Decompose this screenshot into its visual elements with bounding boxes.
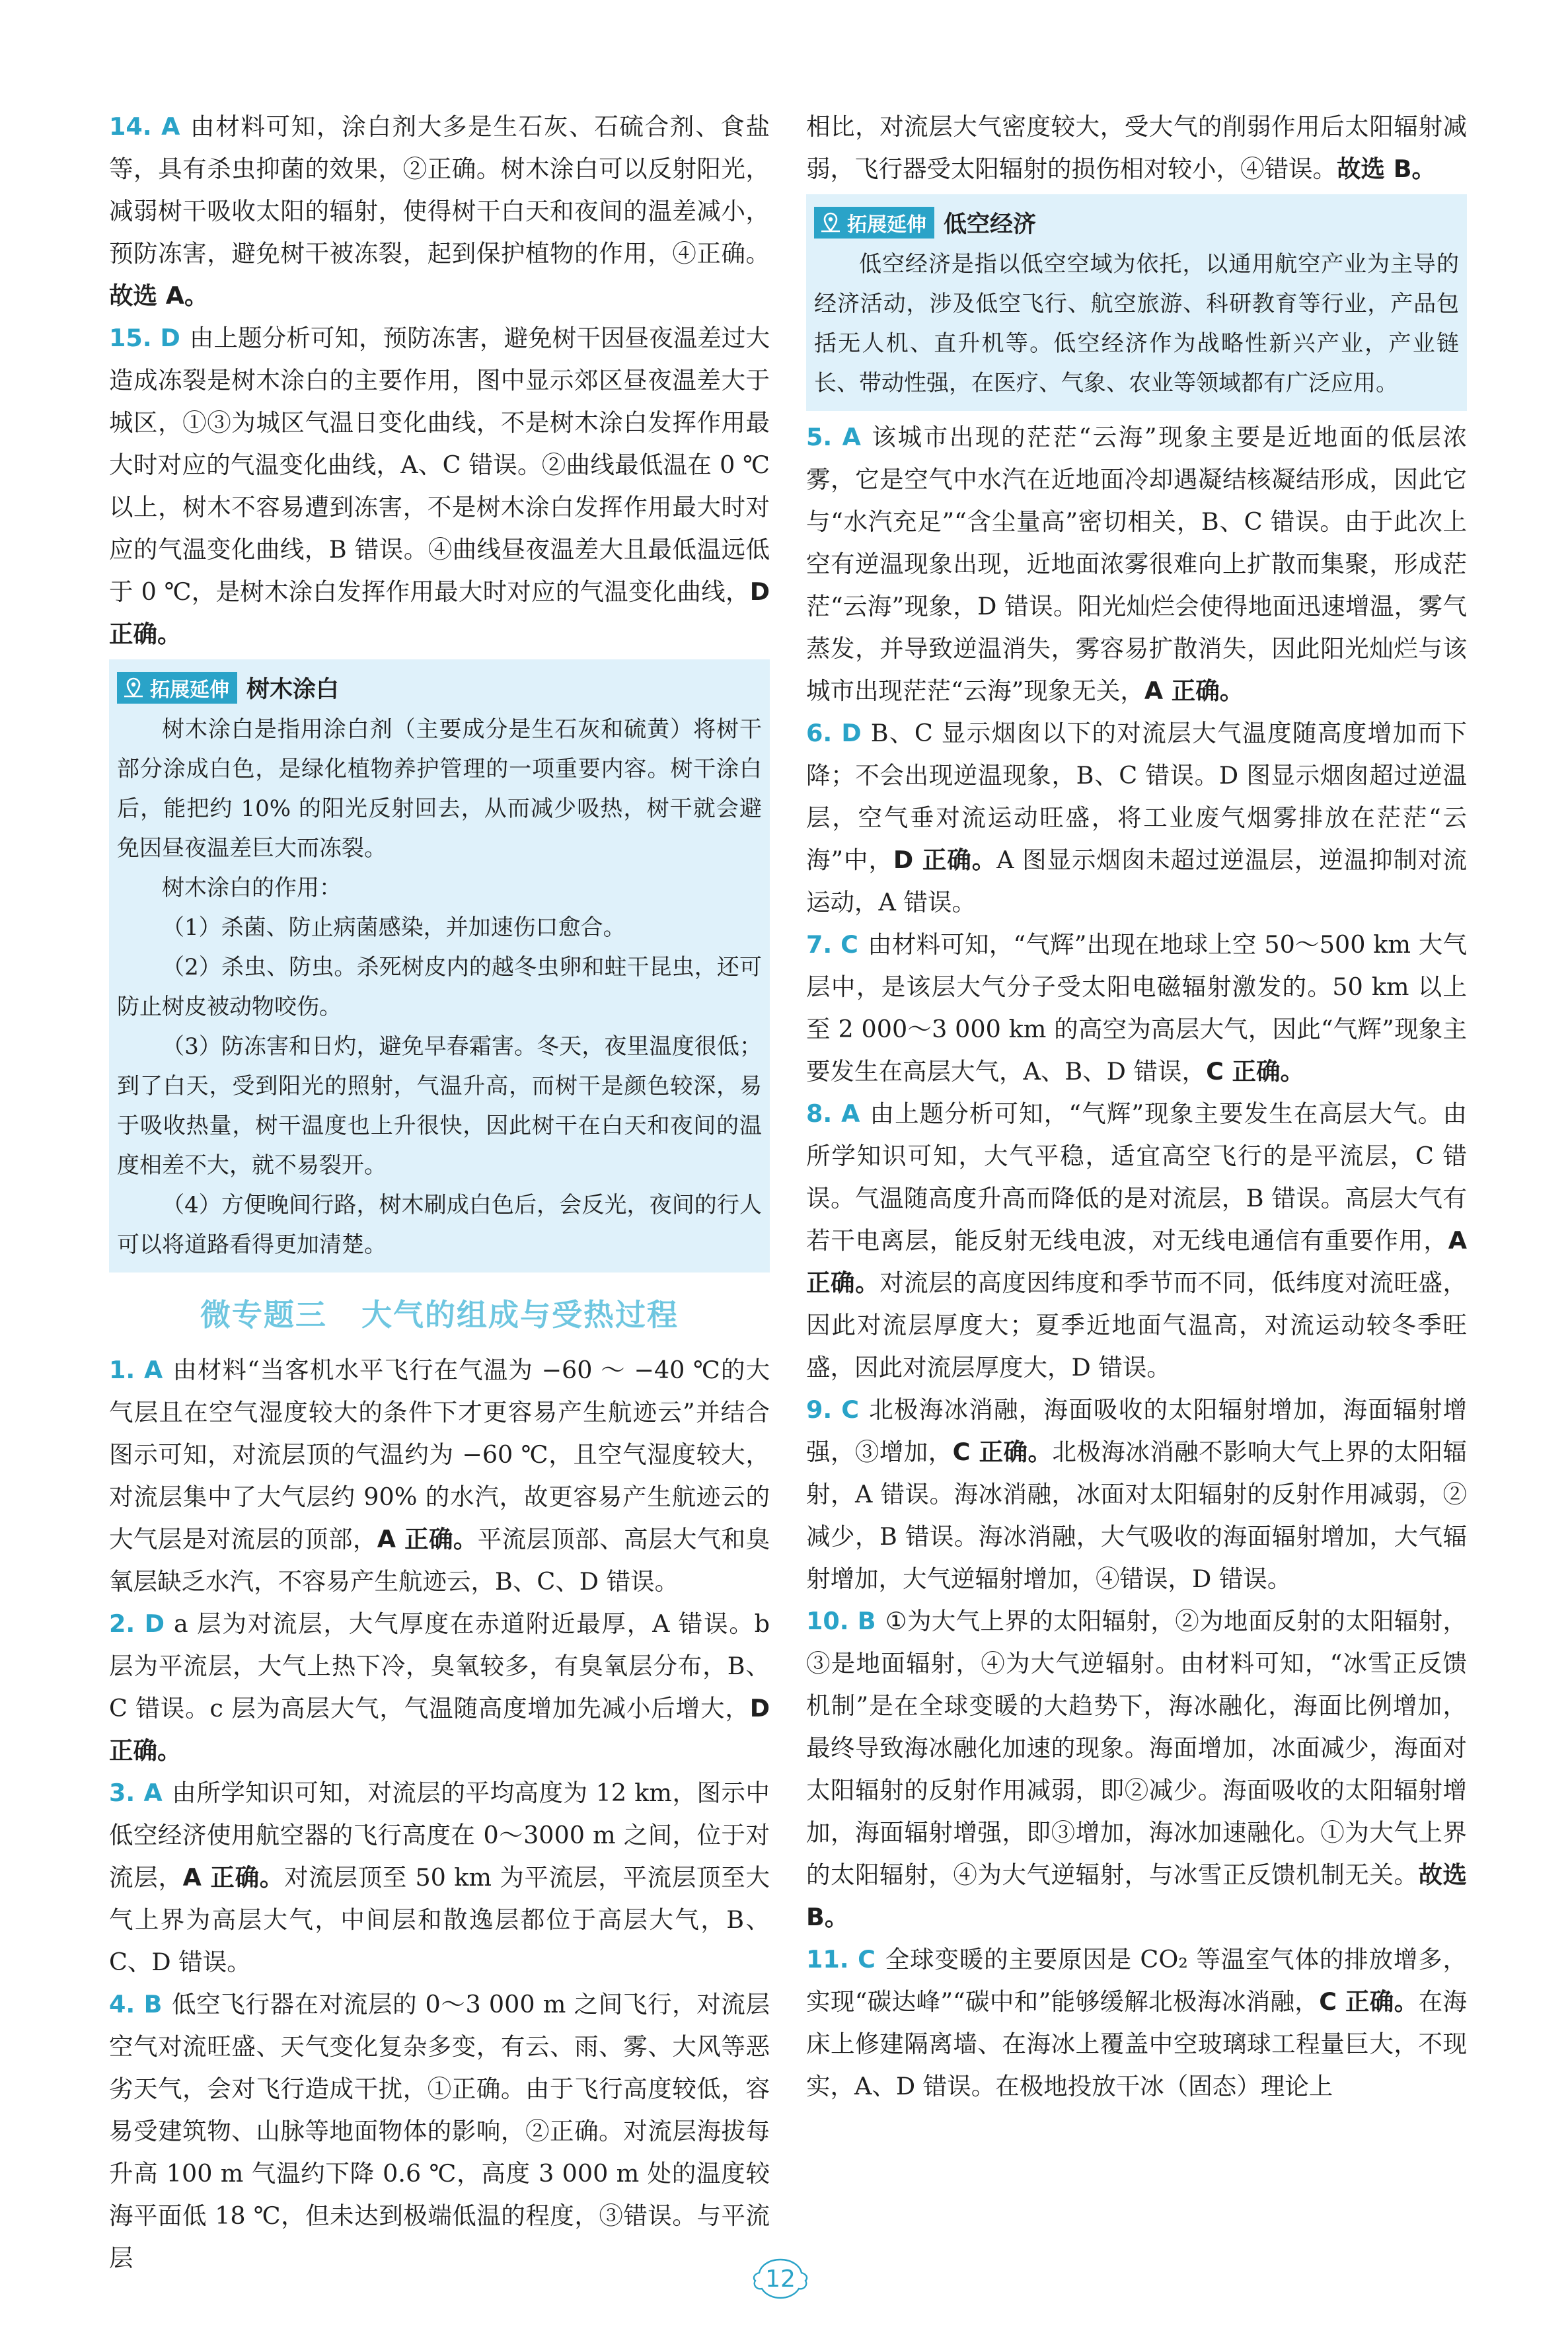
left-column (109, 106, 770, 2279)
map-pin-icon (819, 211, 842, 234)
answer-item (109, 1349, 770, 1603)
answer-item (109, 1603, 770, 1772)
answer-text: 北极海冰消融，海面吸收的太阳辐射增加，海面辐射增强，③增加， (806, 1395, 1468, 1466)
answer-conclusion: A 正确。 (182, 1863, 285, 1892)
answer-number: 10. B (806, 1607, 876, 1635)
page-number (750, 2256, 811, 2302)
answer-item (806, 1600, 1467, 1938)
page-number-text: 12 (765, 2265, 796, 2293)
extension-box-tree-whitewash (109, 659, 770, 1273)
answer-item (806, 712, 1467, 924)
answer-text-after: 对流层的高度因纬度和季节而不同，低纬度对流旺盛，因此对流层厚度大；夏季近地面气温高，对流运动较冬季旺盛，因此对流层厚度大，D 错误。 (806, 1269, 1468, 1382)
answer-number: 4. B (109, 1990, 163, 2018)
answer-number: 9. C (806, 1395, 860, 1424)
answer-item (109, 106, 770, 317)
answer-text: 该城市出现的茫茫“云海”现象主要是近地面的低层浓雾，它是空气中水汽在近地面冷却遇凝结核凝结形成，因此它与“水汽充足”“含尘量高”密切相关，B、C 错误。由于此次上空有逆温现象出现，近地面浓雾很难向上扩散而集聚，形成茫茫“云海”现象，D 错误。阳光灿烂会使得地面迅速增温，雾气蒸发，并导致逆温消失，雾容易扩散消失，因此阳光灿烂与该城市出现茫茫“云海”现象无关， (806, 423, 1467, 705)
answer-text: a 层为对流层，大气厚度在赤道附近最厚，A 错误。b 层为平流层，大气上热下冷，臭氧较多，有臭氧层分布，B、C 错误。c 层为高层大气，气温随高度增加先减小后增大， (109, 1609, 770, 1722)
extension-paragraph: （4）方便晚间行路，树木刷成白色后，会反光，夜间的行人可以将道路看得更加清楚。 (117, 1192, 762, 1258)
answer-continuation (806, 106, 1467, 190)
answer-number: 1. A (109, 1356, 163, 1384)
answer-text-after: 在海床上修建隔离墙、在海冰上覆盖中空玻璃球工程量巨大，不现实，A、D 错误。在极地投放干冰（固态）理论上 (806, 1987, 1468, 2100)
answer-text: 低空飞行器在对流层的 0～3 000 m 之间飞行，对流层空气对流旺盛、天气变化复杂多变，有云、雨、雾、大风等恶劣天气，会对飞行造成干扰，①正确。由于飞行高度较低，容易受建筑物、山脉等地面物体的影响，②正确。对流层海拔每升高 100 m 气温约下降 0.6 ℃，高度 3 000 m 处的温度较海平面低 18 ℃，但未达到极端低温的程度，③错误。与平流层 (109, 1990, 770, 2272)
answer-conclusion: C 正确。 (1319, 1987, 1419, 2016)
extension-box-header (117, 667, 762, 708)
answer-text-after: A 图显示烟囱未超过逆温层，逆温抑制对流运动，A 错误。 (806, 846, 1467, 916)
answer-conclusion: D 正确。 (893, 846, 997, 874)
extension-title: 树木涂白 (246, 677, 340, 703)
answer-conclusion: C 正确。 (952, 1438, 1053, 1466)
extension-box-low-altitude-economy (806, 194, 1467, 411)
answer-conclusion: D 正确。 (109, 577, 770, 648)
answer-conclusion: C 正确。 (1206, 1057, 1305, 1086)
answer-conclusion: D 正确。 (109, 1694, 770, 1765)
extension-paragraph: （1）杀菌、防止病菌感染，并加速伤口愈合。 (162, 914, 626, 941)
extension-box-header (814, 202, 1459, 243)
answer-number: 7. C (806, 930, 858, 959)
answer-text-after: 北极海冰消融不影响大气上界的太阳辐射，A 错误。海冰消融，冰面对太阳辐射的反射作用减弱，②减少，B 错误。海冰消融，大气吸收的海面辐射增加，大气辐射增加，大气逆辐射增加，④错误，D 错误。 (806, 1438, 1467, 1593)
answer-item (806, 924, 1467, 1093)
answer-item (806, 1938, 1467, 2108)
answer-text: 由上题分析可知，“气辉”现象主要发生在高层大气。由所学知识可知，大气平稳，适宜高空飞行的是平流层，C 错误。气温随高度升高而降低的是对流层，B 错误。高层大气有若干电离层，能反射无线电波，对无线电通信有重要作用， (806, 1099, 1468, 1255)
answer-text: 相比，对流层大气密度较大，受大气的削弱作用后太阳辐射减弱，飞行器受太阳辐射的损伤相对较小，④错误。 (806, 112, 1467, 183)
answer-number: 8. A (806, 1099, 860, 1128)
answer-item (806, 1093, 1467, 1389)
answer-text: B、C 显示烟囱以下的对流层大气温度随高度增加而下降；不会出现逆温现象，B、C 错误。D 图显示烟囱超过逆温层，空气垂对流运动旺盛，将工业废气烟雾排放在茫茫“云海”中， (806, 719, 1467, 874)
answer-conclusion: A 正确。 (1144, 677, 1244, 705)
answer-number: 3. A (109, 1779, 163, 1807)
answer-item (806, 416, 1467, 712)
map-pin-icon (122, 677, 145, 699)
extension-tag-label: 拓展延伸 (150, 679, 229, 702)
answer-text: 由材料可知，涂白剂大多是生石灰、石硫合剂、食盐等，具有杀虫抑菌的效果，②正确。树木涂白可以反射阳光，减弱树干吸收太阳的辐射，使得树干白天和夜间的温差减小，预防冻害，避免树干被冻裂，起到保护植物的作用，④正确。 (109, 112, 770, 268)
answer-item (109, 1983, 770, 2279)
answer-conclusion: 故选 B。 (1337, 155, 1437, 183)
answer-conclusion: 故选 A。 (109, 281, 209, 310)
answer-item (806, 1389, 1467, 1600)
extension-paragraph: 树木涂白是指用涂白剂（主要成分是生石灰和硫黄）将树干部分涂成白色，是绿化植物养护管理的一项重要内容。树干涂白后，能把约 10% 的阳光反射回去，从而减少吸热，树干就会避免因昼夜温差巨大而冻裂。 (117, 716, 762, 862)
answer-text: 由所学知识可知，对流层的平均高度为 12 km，图示中低空经济使用航空器的飞行高度在 0～3000 m 之间，位于对流层， (109, 1779, 770, 1892)
answer-text: ①为大气上界的太阳辐射，②为地面反射的太阳辐射，③是地面辐射，④为大气逆辐射。由材料可知，“冰雪正反馈机制”是在全球变暖的大趋势下，海冰融化，海面比例增加，最终导致海冰融化加速的现象。海面增加，冰面减少，海面对太阳辐射的反射作用减弱，即②减少。海面吸收的太阳辐射增加，海面辐射增强，即③增加，海冰加速融化。①为大气上界的太阳辐射，④为大气逆辐射，与冰雪正反馈机制无关。 (806, 1607, 1467, 1889)
extension-tag (117, 672, 237, 704)
extension-tag (814, 207, 934, 239)
section-label: 微专题三 (200, 1297, 327, 1333)
answer-text-after: 平流层顶部、高层大气和臭氧层缺乏水汽，不容易产生航迹云，B、C、D 错误。 (109, 1525, 770, 1596)
section-title (109, 1295, 770, 1335)
answer-conclusion: 故选 B。 (806, 1861, 1468, 1931)
answer-text: 全球变暖的主要原因是 CO₂ 等温室气体的排放增多，实现“碳达峰”“碳中和”能够缓解北极海冰消融， (806, 1945, 1468, 2016)
answer-text: 由上题分析可知，预防冻害，避免树干因昼夜温差过大造成冻裂是树木涂白的主要作用，图中显示郊区昼夜温差大于城区，①③为城区气温日变化曲线，不是树木涂白发挥作用最大时对应的气温变化曲线，A、C 错误。②曲线最低温在 0 ℃以上，树木不容易遭到冻害，不是树木涂白发挥作用最大时对应的气温变化曲线，B 错误。④曲线昼夜温差大且最低温远低于 0 ℃，是树木涂白发挥作用最大时对应的气温变化曲线， (109, 324, 770, 606)
extension-paragraph: 树木涂白的作用： (162, 875, 342, 901)
answer-number: 11. C (806, 1945, 876, 1974)
right-column (806, 106, 1467, 2108)
extension-paragraph: （2）杀虫、防虫。杀死树皮内的越冬虫卵和蛀干昆虫，还可防止树皮被动物咬伤。 (117, 954, 762, 1020)
answer-number: 14. A (109, 112, 180, 141)
answer-text: 由材料“当客机水平飞行在气温为 −60 ～ −40 ℃的大气层且在空气湿度较大的条件下才更容易产生航迹云”并结合图示可知，对流层顶的气温约为 −60 ℃，且空气湿度较大，对流层集中了大气层约 90% 的水汽，故更容易产生航迹云的大气层是对流层的顶部， (109, 1356, 770, 1553)
extension-paragraph: 低空经济是指以低空空域为依托，以通用航空产业为主导的经济活动，涉及低空飞行、航空旅游、科研教育等行业，产品包括无人机、直升机等。低空经济作为战略性新兴产业，产业链长、带动性强，在医疗、气象、农业等领域都有广泛应用。 (814, 251, 1459, 396)
answer-item (109, 1772, 770, 1983)
answer-number: 5. A (806, 423, 861, 451)
answer-text: 由材料可知，“气辉”出现在地球上空 50～500 km 大气层中，是该层大气分子受太阳电磁辐射激发的。50 km 以上至 2 000～3 000 km 的高空为高层大气，因此“气辉”现象主要发生在高层大气，A、B、D 错误， (806, 930, 1467, 1086)
answer-conclusion: A 正确。 (377, 1525, 478, 1553)
extension-title: 低空经济 (944, 211, 1037, 238)
answer-conclusion: A 正确。 (806, 1226, 1467, 1297)
answer-number: 6. D (806, 719, 862, 747)
extension-paragraph: （3）防冻害和日灼，避免早春霜害。冬天，夜里温度很低；到了白天，受到阳光的照射，气温升高，而树干是颜色较深，易于吸收热量，树干温度也上升很快，因此树干在白天和夜间的温度相差不大，就不易裂开。 (117, 1033, 762, 1179)
extension-tag-label: 拓展延伸 (847, 213, 926, 237)
section-name: 大气的组成与受热过程 (361, 1297, 679, 1333)
answer-number: 2. D (109, 1609, 165, 1638)
answer-number: 15. D (109, 324, 180, 352)
answer-text-after: 对流层顶至 50 km 为平流层，平流层顶至大气上界为高层大气，中间层和散逸层都位于高层大气，B、C、D 错误。 (109, 1863, 770, 1976)
answer-item (109, 317, 770, 655)
